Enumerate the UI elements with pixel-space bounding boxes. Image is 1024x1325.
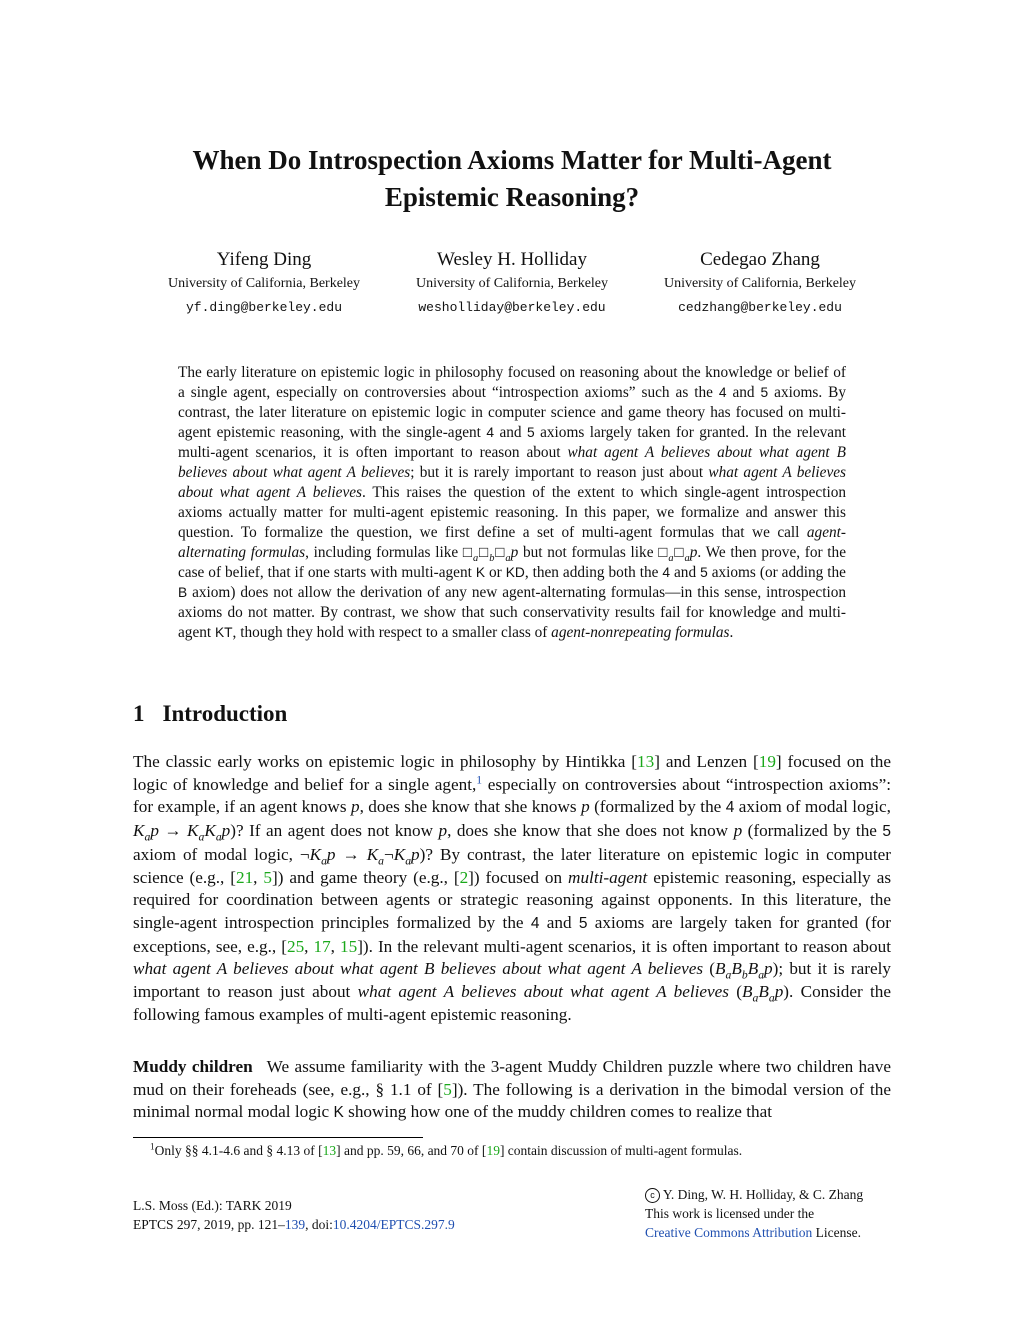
- copyright-icon: c: [645, 1188, 660, 1203]
- formula-axiom-5: $\neg K_ap$ → $K_a\neg K_ap$: [299, 844, 420, 868]
- citation-link[interactable]: 13: [637, 752, 655, 771]
- citation-link[interactable]: 25: [286, 936, 305, 956]
- footnote-marker[interactable]: 1: [476, 772, 483, 786]
- citation-link[interactable]: 5: [263, 867, 272, 887]
- author-affiliation: University of California, Berkeley: [167, 276, 361, 291]
- section-number: 1: [133, 701, 145, 726]
- runin-heading: Muddy children: [133, 1057, 253, 1076]
- footnote: $^1$Only §§ 4.1-4.6 and § 4.13 of [13] and pp. 59, 66, and 70 of [19] contain discussion of multi-agent formulas.: [150, 1141, 743, 1158]
- section-heading: [133, 701, 287, 727]
- citation-link[interactable]: 2: [459, 867, 469, 887]
- author-block: [392, 248, 632, 320]
- license-line-3: Creative Commons Attribution License.: [645, 1225, 861, 1240]
- citation-link[interactable]: 17: [313, 936, 331, 956]
- license-link[interactable]: Creative Commons Attribution: [645, 1225, 813, 1240]
- formula-bab: $B_aB_bB_ap$: [715, 959, 773, 982]
- section-title: Introduction: [162, 701, 288, 726]
- formula-repeating: $□_a□_ap$: [658, 544, 698, 565]
- author-affiliation: University of California, Berkeley: [415, 276, 609, 291]
- title-line-1: When Do Introspection Axioms Matter for Multi-Agent: [192, 145, 832, 175]
- abstract: The early literature on epistemic logic in philosophy focused on reasoning about the knowledge or belief of a single agent, especially on controversies about “introspection axioms” such as the 4 and 5 axioms. By contrast, the later literature on epistemic logic in computer science and game theory has focused on multi-agent epistemic reasoning, with the single-agent 4 and 5 axioms largely taken for granted. In the relevant multi-agent scenarios, it is often important to reason about what agent A believes about what agent B believes about what agent A believes; but it is rarely important to reason just about what agent A believes about what agent A believes. This raises the question of the extent to which single-agent introspection axioms actually matter for multi-agent epistemic reasoning. In this paper, we formalize and answer this question. To formalize the question, we first define a set of multi-agent formulas that we call agent-alternating formulas, including formulas like $□_a□_b□_ap$ but not formulas like $□_a□_ap$. We then prove, for the case of belief, that if one starts with multi-agent K or KD, then adding both the 4 and 5 axioms (or adding the B axiom) does not allow the derivation of any new agent-alternating formulas—in this sense, introspection axioms do not matter. By contrast, we show that such conservativity results fail for knowledge and multi-agent KT, though they hold with respect to a smaller class of agent-nonrepeating formulas.: [178, 364, 846, 641]
- citation-link[interactable]: 15: [340, 936, 358, 956]
- license-line-2: This work is licensed under the: [645, 1206, 815, 1221]
- title-line-2: Epistemic Reasoning?: [384, 182, 640, 212]
- license-info: [645, 1185, 863, 1242]
- citation-link[interactable]: 19: [758, 752, 776, 771]
- venue-line-1: L.S. Moss (Ed.): TARK 2019: [133, 1198, 292, 1213]
- author-name: Wesley H. Holliday: [437, 249, 587, 270]
- citation-link[interactable]: 19: [486, 1143, 500, 1158]
- venue-line-2: EPTCS 297, 2019, pp. 121–139, doi:10.4204/EPTCS.297.9: [133, 1217, 455, 1232]
- author-block: [144, 248, 384, 320]
- intro-paragraph: The classic early works on epistemic logic in philosophy by Hintikka [13] and Lenzen [19] focused on the logic of knowledge and belief for a single agent,$^1$ especially on controversies about “introspection axioms”: for example, if an agent knows p, does she know that she knows p (formalized by the 4 axiom of modal logic, $K_ap \to K_aK_ap$)? If an agent does not know p, does she know that she does not know p (formalized by the 5 axiom of modal logic, $\neg K_ap$ → $K_a\neg K_ap$)? By contrast, the later literature on epistemic logic in computer science (e.g., [21, 5]) and game theory (e.g., [2]) focused on multi-agent epistemic reasoning, especially as required for coordination between agents or strategic reasoning against opponents. In this literature, the single-agent introspection principles formalized by the 4 and 5 axioms are largely taken for granted (for exceptions, see, e.g., [25, 17, 15]). In the relevant multi-agent scenarios, it is often important to reason about what agent A believes about what agent B believes about what agent A believes $(B_aB_bB_ap)$; but it is rarely important to reason just about what agent A believes about what agent A believes $(B_aB_ap)$. Consider the following famous examples of multi-agent epistemic reasoning.: [133, 752, 892, 1024]
- formula-baa: $B_aB_ap$: [742, 982, 784, 1005]
- author-email: yf.ding@berkeley.edu: [185, 300, 343, 315]
- formula-alternating: $□_a□_b□_ap$: [462, 544, 519, 565]
- author-block: [640, 248, 880, 320]
- author-email: cedzhang@berkeley.edu: [678, 300, 842, 315]
- license-line-1: c Y. Ding, W. H. Holliday, & C. Zhang: [645, 1185, 863, 1204]
- paper-title: [0, 142, 1024, 216]
- doi-link[interactable]: 10.4204/EPTCS.297.9: [332, 1217, 455, 1232]
- muddy-children-paragraph: Muddy children We assume familiarity with the 3-agent Muddy Children puzzle where two children have mud on their foreheads (see, e.g., § 1.1 of [5]). The following is a derivation in the bimodal version of the minimal normal modal logic K showing how one of the muddy children comes to realize that: [133, 1057, 891, 1122]
- author-email: wesholliday@berkeley.edu: [418, 300, 606, 315]
- author-name: Cedegao Zhang: [700, 249, 820, 270]
- author-affiliation: University of California, Berkeley: [663, 276, 857, 291]
- citation-link[interactable]: 5: [443, 1079, 452, 1099]
- page-range-link[interactable]: 139: [284, 1217, 306, 1232]
- venue-info: [133, 1196, 455, 1234]
- footnote-rule: [133, 1137, 423, 1138]
- author-name: Yifeng Ding: [216, 249, 312, 270]
- citation-link[interactable]: 13: [322, 1143, 337, 1158]
- formula-axiom-4: $K_ap \to K_aK_ap$: [133, 821, 231, 844]
- footnote-number: 1: [150, 1141, 155, 1152]
- citation-link[interactable]: 21: [235, 867, 254, 887]
